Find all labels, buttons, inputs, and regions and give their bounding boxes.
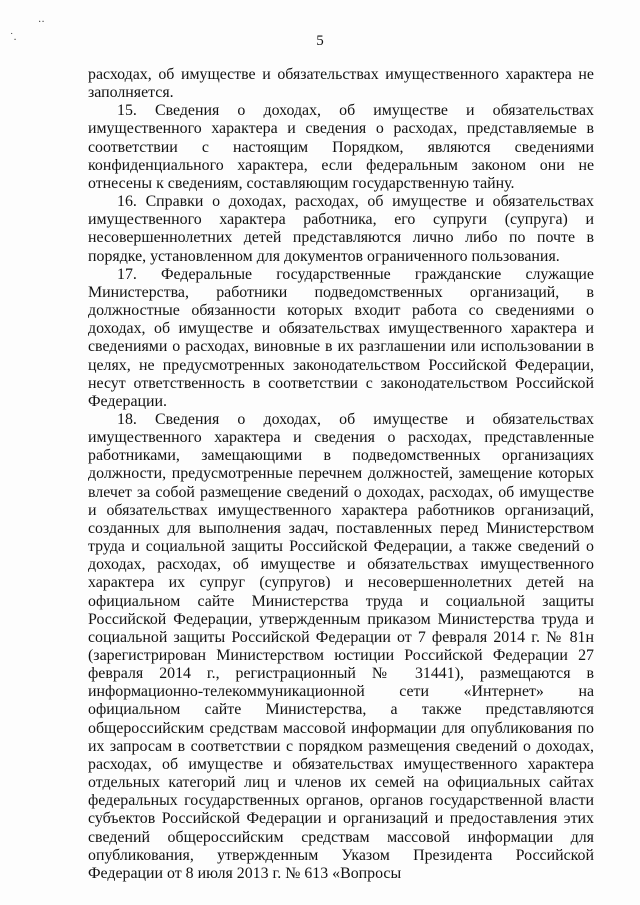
paragraph-continuation: расходах, об имуществе и обязательствах имущественного характера не заполняется. bbox=[88, 66, 594, 102]
paragraph-18: 18. Сведения о доходах, об имуществе и обязательствах имущественного характера и сведения о расходах, представленные работниками, замещающими в подведомственных организациях должности, предусмотренные перечнем должностей, замещение которых влечет за собой размещение сведений о доходах, расходах, об имуществе и обязательствах имущественного характера работников организаций, созданных для выполнения задач, поставленных перед Министерством труда и социальной защиты Российской Федерации, а также сведений о доходах, расходах, об имуществе и обязательствах имущественного характера их супруг (супругов) и несовершеннолетних детей на официальном сайте Министерства труда и социальной защиты Российской Федерации, утвержденным приказом Министерства труда и социальной защиты Российской Федерации от 7 февраля 2014 г. № 81н (зарегистрирован Министерством юстиции Российской Федерации 27 февраля 2014 г., регистрационный № 31441), размещаются в информационно-телекоммуникационной сети «Интернет» на официальном сайте Министерства, а также представляются общероссийским средствам массовой информации для опубликования по их запросам в соответствии с порядком размещения сведений о доходах, расходах, об имуществе и обязательствах имущественного характера отдельных категорий лиц и членов их семей на официальных сайтах федеральных государственных органов, органов государственной власти субъектов Российской Федерации и организаций и предоставления этих сведений общероссийским средствам массовой информации для опубликования, утвержденным Указом Президента Российской Федерации от 8 июля 2013 г. № 613 «Вопросы bbox=[88, 410, 594, 882]
paragraph-17: 17. Федеральные государственные гражданские служащие Министерства, работники подведомственных организаций, в должностные обязанности которых входит работа со сведениями о доходах, об имуществе и обязательствах имущественного характера и сведениями о расходах, виновные в их разглашении или использовании в целях, не предусмотренных законодательством Российской Федерации, несут ответственность в соответствии с законодательством Российской Федерации. bbox=[88, 265, 594, 410]
paragraph-16: 16. Справки о доходах, расходах, об имуществе и обязательствах имущественного характера работника, его супруги (супруга) и несовершеннолетних детей представляются лично либо по почте в порядке, установленном для документов ограниченного пользования. bbox=[88, 193, 594, 265]
scan-artifact-mark: ˙․ bbox=[10, 32, 17, 43]
scan-artifact-mark: ․․ bbox=[38, 14, 45, 25]
document-body bbox=[88, 66, 594, 883]
paragraph-15: 15. Сведения о доходах, об имуществе и обязательствах имущественного характера и сведения о расходах, представляемые в соответствии с настоящим Порядком, являются сведениями конфиденциального характера, если федеральным законом они не отнесены к сведениям, составляющим государственную тайну. bbox=[88, 102, 594, 192]
page-number: 5 bbox=[316, 33, 324, 49]
